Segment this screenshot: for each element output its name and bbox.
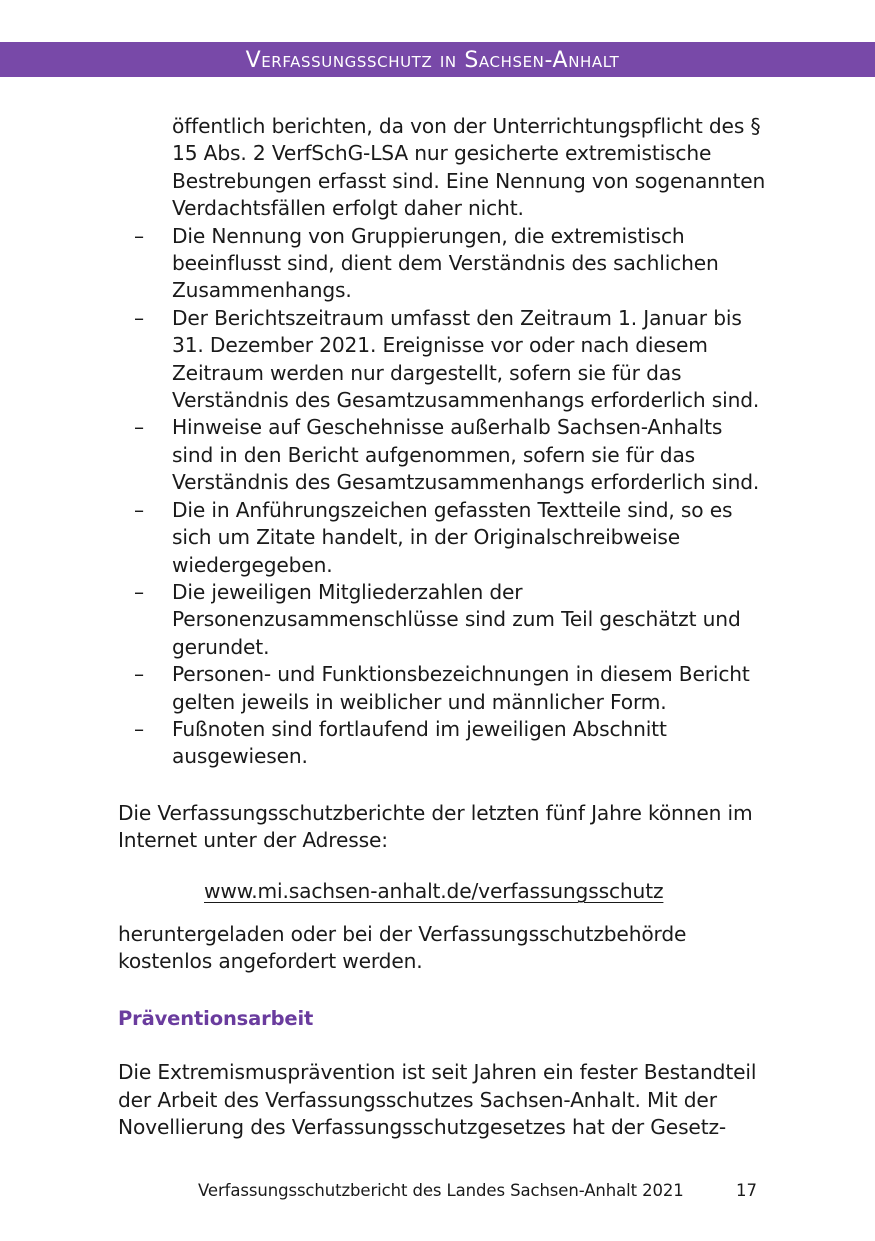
continued-paragraph: öffentlich berichten, da von der Unterrichtungspflicht des § 15 Abs. 2 VerfSchG-LSA nur gesicherte extremistische Bestrebungen erfasst sind. Eine Nennung von sogenannten Verdachtsfällen erfolgt daher nicht. bbox=[172, 114, 766, 221]
url-line bbox=[118, 878, 768, 905]
bullet-dash: – bbox=[134, 579, 144, 604]
list-item bbox=[118, 716, 768, 771]
notes-list bbox=[118, 223, 768, 771]
page-content bbox=[118, 113, 768, 1141]
bullet-dash: – bbox=[134, 497, 144, 522]
list-item bbox=[118, 661, 768, 716]
list-item bbox=[118, 223, 768, 305]
bullet-dash: – bbox=[134, 662, 144, 687]
list-item-text: Die in Anführungszeichen gefassten Textteile sind, so es sich um Zitate handelt, in der Originalschreibweise wiedergegeben. bbox=[172, 497, 733, 577]
website-link[interactable]: www.mi.sachsen-anhalt.de/verfassungsschutz bbox=[204, 878, 664, 903]
bullet-dash: – bbox=[134, 415, 144, 440]
bullet-dash: – bbox=[134, 223, 144, 248]
list-item bbox=[118, 579, 768, 661]
list-item-text: Personen- und Funktionsbezeichnungen in diesem Bericht gelten jeweils in weiblicher und männlicher Form. bbox=[172, 662, 750, 714]
download-paragraph: heruntergeladen oder bei der Verfassungsschutzbehörde kostenlos angefordert werden. bbox=[118, 921, 687, 974]
list-item-text: Hinweise auf Geschehnisse außerhalb Sachsen-Anhalts sind in den Bericht aufgenommen, sofern sie für das Verständnis des Gesamtzusammenhangs erforderlich sind. bbox=[172, 415, 760, 495]
bullet-dash: – bbox=[134, 716, 144, 741]
list-item-text: Fußnoten sind fortlaufend im jeweiligen Abschnitt ausgewiesen. bbox=[172, 716, 667, 769]
list-item bbox=[118, 305, 768, 415]
list-item-text: Die jeweiligen Mitgliederzahlen der Personenzusammenschlüsse sind zum Teil geschätzt und gerundet. bbox=[172, 579, 741, 659]
section-heading: Präventionsarbeit bbox=[118, 1006, 314, 1030]
internet-intro-paragraph: Die Verfassungsschutzberichte der letzten fünf Jahre können im Internet unter der Adresse: bbox=[118, 800, 753, 853]
section-body-paragraph: Die Extremismusprävention ist seit Jahren ein fester Bestandteil der Arbeit des Verfassungsschutzes Sachsen-Anhalt. Mit der Novellierung des Verfassungsschutzgesetzes hat der Gesetz- bbox=[118, 1060, 757, 1139]
running-header-title: Verfassungsschutz in Sachsen-Anhalt bbox=[245, 48, 620, 73]
bullet-dash: – bbox=[134, 305, 144, 330]
footer-text: Verfassungsschutzbericht des Landes Sachsen-Anhalt 2021 bbox=[198, 1181, 684, 1200]
list-item-text: Die Nennung von Gruppierungen, die extremistisch beeinflusst sind, dient dem Verständnis des sachlichen Zusammenhangs. bbox=[172, 223, 719, 303]
page-number: 17 bbox=[736, 1181, 757, 1200]
list-item bbox=[118, 497, 768, 579]
list-item bbox=[118, 414, 768, 496]
list-item-text: Der Berichtszeitraum umfasst den Zeitraum 1. Januar bis 31. Dezember 2021. Ereignisse vor oder nach diesem Zeitraum werden nur dargestellt, sofern sie für das Verständnis des Gesamtzusammenhangs erforderlich sind. bbox=[172, 305, 760, 413]
